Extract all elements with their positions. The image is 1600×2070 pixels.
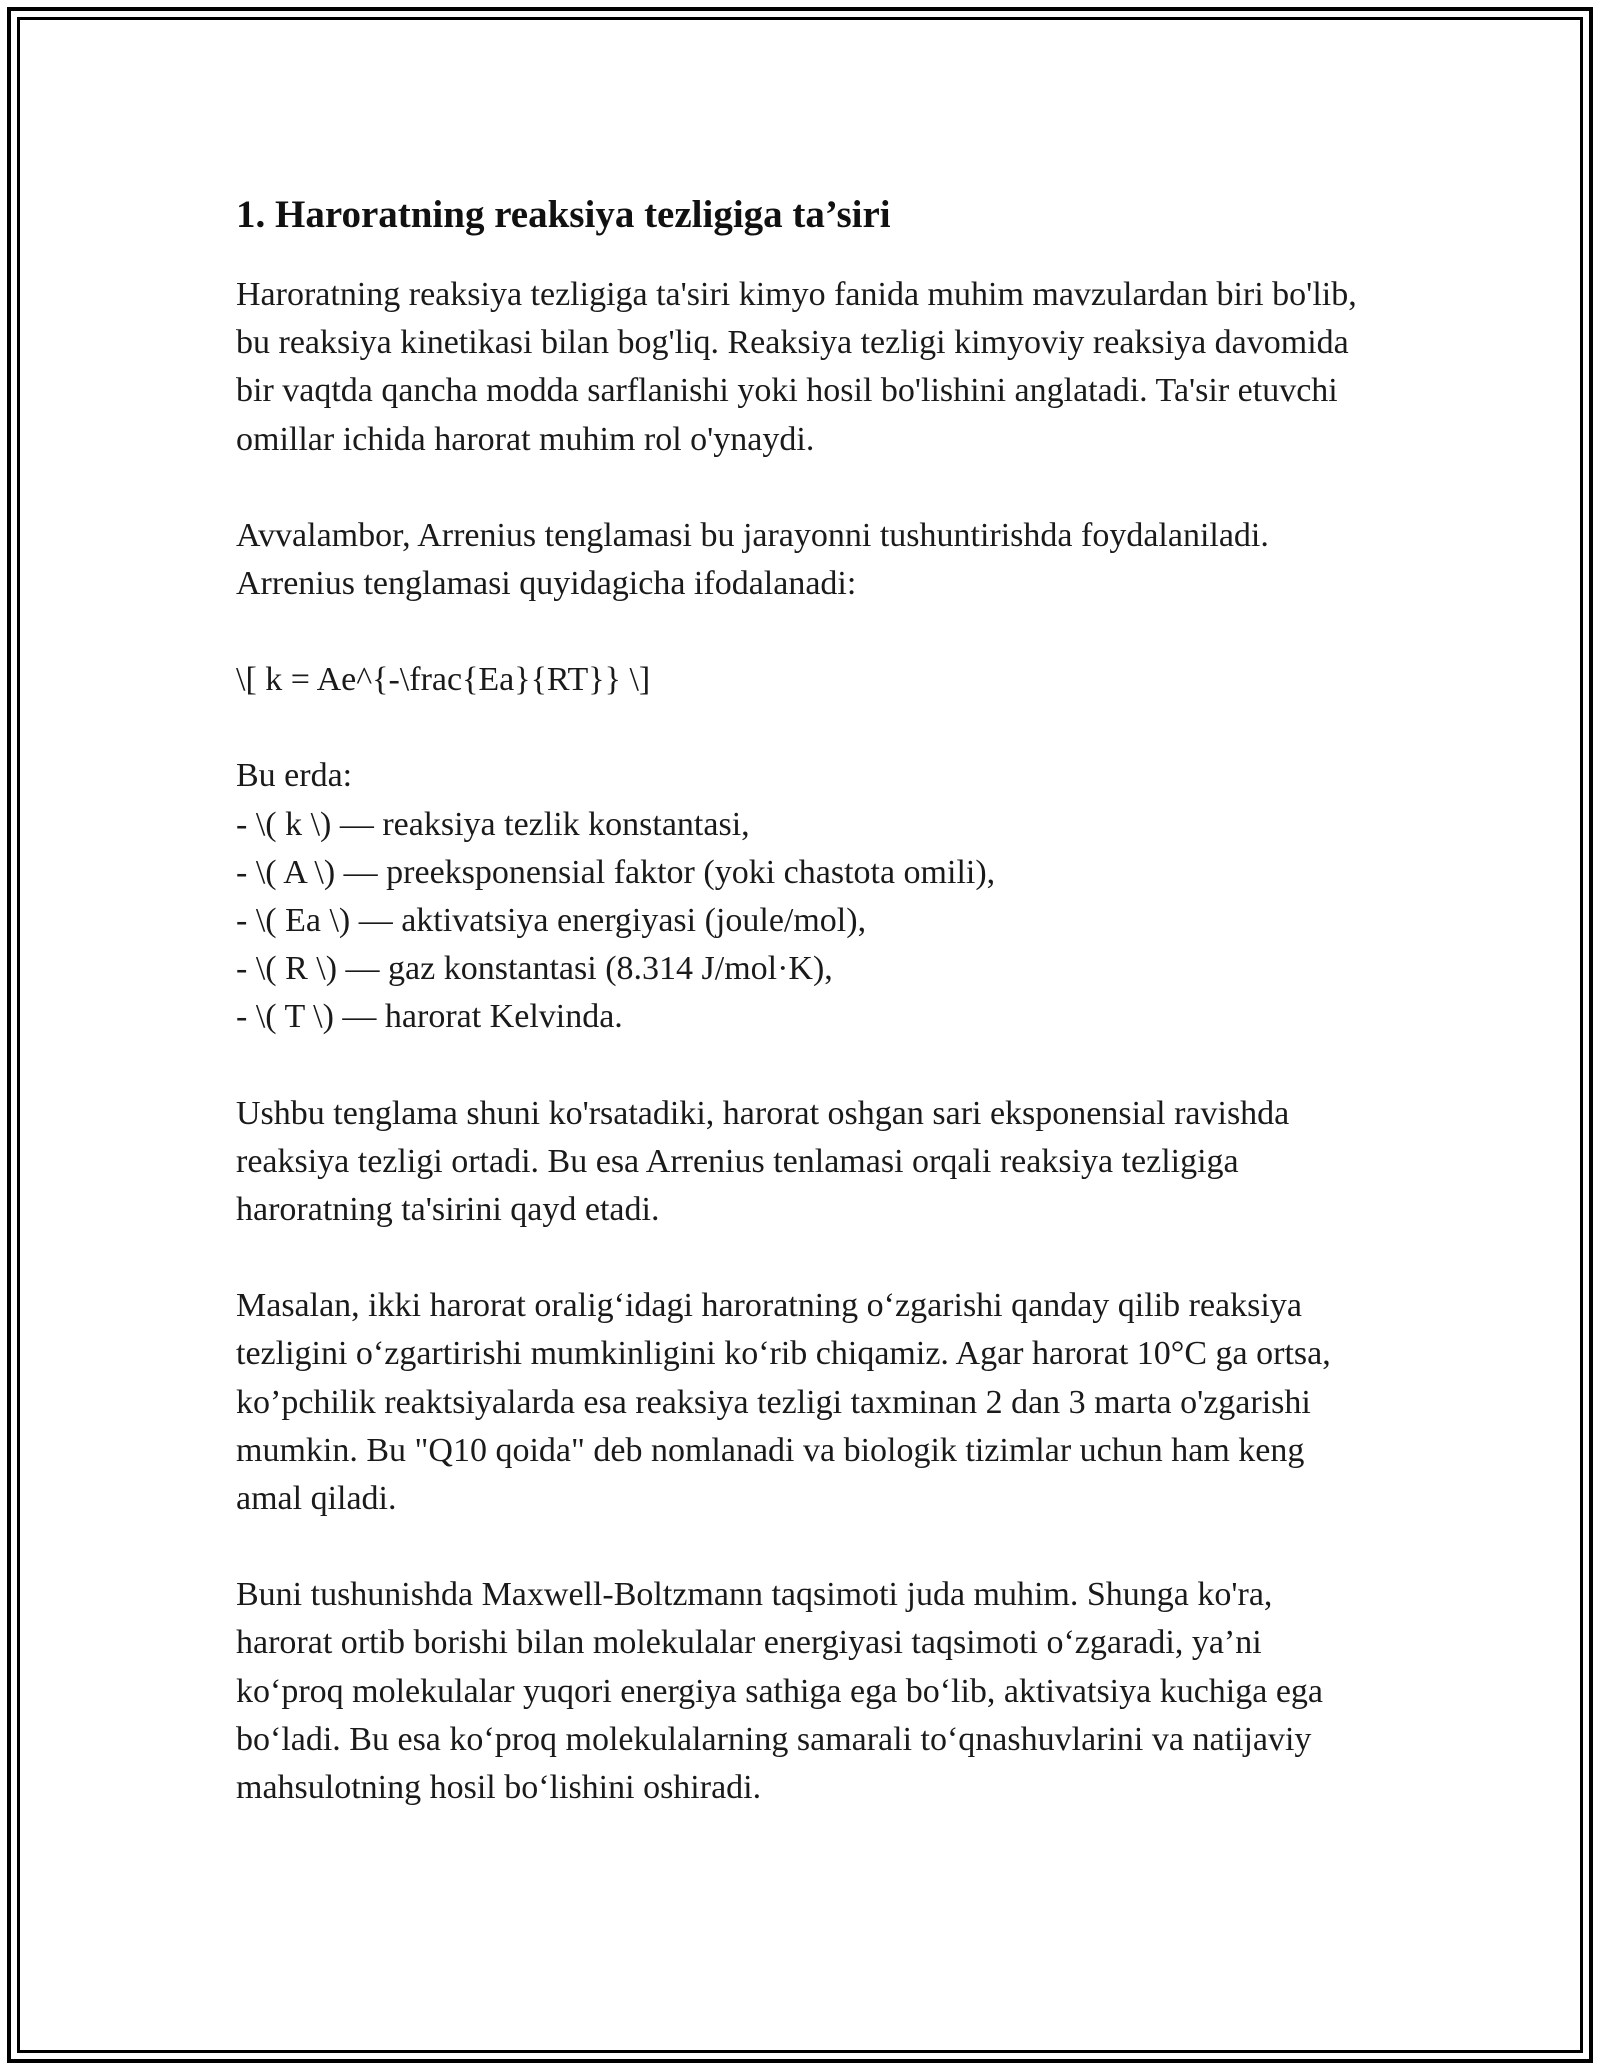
- paragraph-explanation: Ushbu tenglama shuni ko'rsatadiki, harorat oshgan sari eksponensial ravishda reaksiya tezligi ortadi. Bu esa Arrenius tenlamasi orqali reaksiya tezligiga haroratning ta'sirini qayd etadi.: [236, 1094, 1290, 1229]
- section-heading: 1. Haroratning reaksiya tezligiga ta’siri: [236, 193, 891, 236]
- paragraph-intro: Haroratning reaksiya tezligiga ta'siri kimyo fanida muhim mavzulardan biri bo'lib, bu reaksiya kinetikasi bilan bog'liq. Reaksiya tezligi kimyoviy reaksiya davomida bir vaqtda qancha modda sarflanishi yoki hosil bo'lishini anglatadi. Ta'sir etuvchi omillar ichida harorat muhim rol o'ynaydi.: [236, 276, 1357, 458]
- arrhenius-formula: \[ k = Ae^{-\frac{Ea}{RT}} \]: [236, 661, 651, 699]
- list-item: - \( Ea \) — aktivatsiya energiyasi (joule/mol),: [236, 902, 867, 940]
- paragraph-q10-example: Masalan, ikki harorat oralig‘idagi haroratning o‘zgarishi qanday qilib reaksiya tezligini o‘zgartirishi mumkinligini ko‘rib chiqamiz. Agar harorat 10°C ga ortsa, ko’pchilik reaktsiyalarda esa reaksiya tezligi taxminan 2 dan 3 marta o'zgarishi mumkin. Bu "Q10 qoida" deb nomlanadi va biologik tizimlar uchun ham keng amal qiladi.: [236, 1287, 1331, 1518]
- list-item: - \( k \) — reaksiya tezlik konstantasi,: [236, 805, 750, 843]
- paragraph-arrenius: Avvalambor, Arrenius tenglamasi bu jarayonni tushuntirishda foydalaniladi. Arrenius tenglamasi quyidagicha ifodalanadi:: [236, 516, 1269, 603]
- list-item: - \( R \) — gaz konstantasi (8.314 J/mol·K),: [236, 950, 833, 988]
- list-item: - \( A \) — preeksponensial faktor (yoki chastota omili),: [236, 853, 996, 891]
- list-item: - \( T \) — harorat Kelvinda.: [236, 998, 623, 1036]
- variable-list-intro: Bu erda:: [236, 757, 353, 795]
- document-body: [236, 185, 1366, 1860]
- variable-list: [236, 752, 1366, 1041]
- paragraph-maxwell-boltzmann: Buni tushunishda Maxwell-Boltzmann taqsimoti juda muhim. Shunga ko'ra, harorat ortib borishi bilan molekulalar energiyasi taqsimoti o‘zgaradi, ya’ni ko‘proq molekulalar yuqori energiya sathiga ega bo‘lib, aktivatsiya kuchiga ega bo‘ladi. Bu esa ko‘proq molekulalarning samarali to‘qnashuvlarini va natijaviy mahsulotning hosil bo‘lishini oshiradi.: [236, 1576, 1324, 1807]
